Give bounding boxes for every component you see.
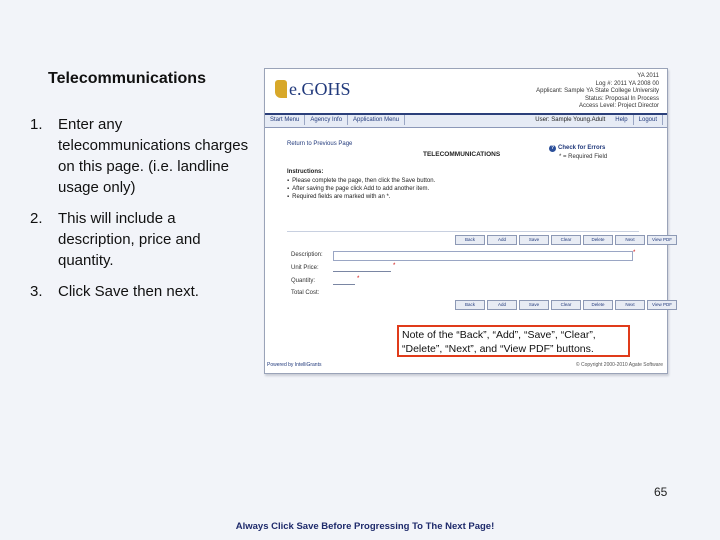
step-2: [30, 208, 255, 271]
save-button[interactable]: Save: [519, 300, 549, 310]
step-number: 1.: [30, 116, 43, 133]
instructions-list: [287, 177, 435, 201]
step-text: Enter any telecommunications charges on this page. (i.e. landline usage only): [58, 116, 249, 196]
back-button[interactable]: Back: [455, 235, 485, 245]
steps-list: [30, 114, 255, 312]
required-marker: *: [633, 250, 636, 256]
add-button[interactable]: Add: [487, 235, 517, 245]
nav-start-menu[interactable]: Start Menu: [265, 115, 305, 125]
slide-title: Telecommunications: [48, 70, 206, 87]
add-button[interactable]: Add: [487, 300, 517, 310]
back-button[interactable]: Back: [455, 300, 485, 310]
nav-application-menu[interactable]: Application Menu: [348, 115, 405, 125]
next-button[interactable]: Next: [615, 300, 645, 310]
item-form: [287, 231, 672, 312]
quantity-field[interactable]: [333, 278, 355, 285]
description-field[interactable]: [333, 250, 636, 261]
instruction-item: ▪ Please complete the page, then click the Save button.: [287, 177, 435, 185]
clear-button[interactable]: Clear: [551, 235, 581, 245]
step-number: 2.: [30, 210, 43, 227]
buttons-callout: Note of the “Back”, “Add”, “Save”, “Clear”, “Delete”, “Next”, and “View PDF” buttons.: [397, 325, 630, 357]
step-3: [30, 281, 255, 302]
clear-button[interactable]: Clear: [551, 300, 581, 310]
delete-button[interactable]: Delete: [583, 300, 613, 310]
unit-price-field[interactable]: [333, 265, 391, 272]
required-note: * = Required Field: [559, 154, 608, 160]
save-button[interactable]: Save: [519, 235, 549, 245]
app-navbar: [265, 115, 667, 128]
step-1: [30, 114, 255, 198]
required-marker: *: [357, 276, 360, 282]
button-bar-top: [455, 235, 677, 244]
question-icon: ?: [550, 145, 555, 151]
nav-help[interactable]: Help: [610, 115, 633, 125]
page-heading: TELECOMMUNICATIONS: [423, 151, 501, 158]
step-text: Click Save then next.: [58, 283, 199, 300]
footer-note: Always Click Save Before Progressing To The Next Page!: [235, 521, 495, 532]
total-cost-label: Total Cost:: [291, 290, 320, 296]
description-label: Description:: [291, 252, 323, 258]
button-bar-bottom: [455, 300, 677, 309]
delete-button[interactable]: Delete: [583, 235, 613, 245]
unit-price-label: Unit Price:: [291, 265, 319, 271]
app-banner: [265, 69, 667, 115]
required-marker: *: [393, 263, 396, 269]
page-number: 65: [654, 485, 668, 499]
nav-right: [530, 115, 663, 125]
powered-by: Powered by IntelliGrants: [267, 362, 322, 368]
egohs-logo: e.GOHS: [275, 79, 351, 100]
check-errors-link[interactable]: ? Check for Errors: [550, 145, 606, 151]
banner-info: YA 2011 Log #: 2011 YA 2008 00 Applicant: Sample YA State College University Status: Proposal In Process Access Level: Project Director: [536, 73, 659, 109]
logo-shield-icon: [275, 80, 287, 98]
nav-agency-info[interactable]: Agency Info: [305, 115, 348, 125]
nav-logout[interactable]: Logout: [634, 115, 663, 125]
instruction-item: ▪ Required fields are marked with an *.: [287, 193, 435, 201]
step-number: 3.: [30, 283, 43, 300]
view-pdf-button[interactable]: View PDF: [647, 235, 677, 245]
next-button[interactable]: Next: [615, 235, 645, 245]
view-pdf-button[interactable]: View PDF: [647, 300, 677, 310]
return-link[interactable]: Return to Previous Page: [287, 141, 353, 147]
step-text: This will include a description, price and quantity.: [58, 210, 201, 269]
instructions-label: Instructions:: [287, 169, 324, 175]
copyright: © Copyright 2000-2010 Agate Software: [575, 362, 663, 368]
quantity-label: Quantity:: [291, 278, 316, 284]
instruction-item: ▪ After saving the page click Add to add another item.: [287, 185, 435, 193]
nav-user: User: Sample Young.Adult: [535, 117, 606, 123]
